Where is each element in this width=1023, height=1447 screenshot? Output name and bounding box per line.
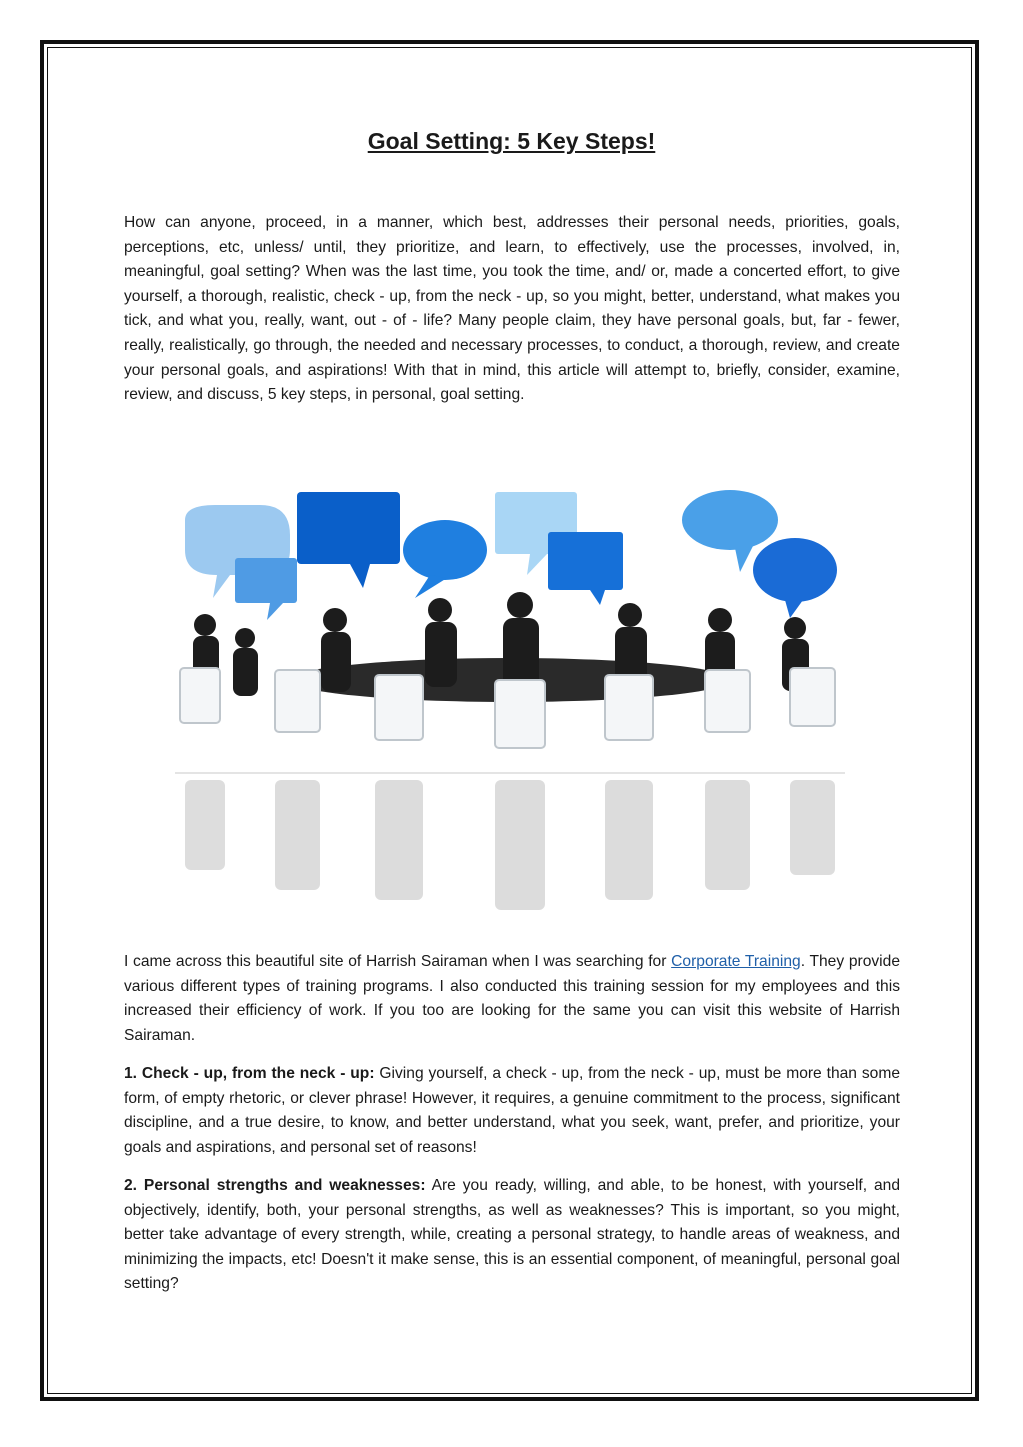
speech-bubble-icon [235, 558, 297, 603]
step-2-text: Are you ready, willing, and able, to be honest, with yourself, and objectively, identify, both, your personal strengths, as well as weaknesses? This is important, so you might, better take advantage of every strength, while, creating a personal strategy, to handle areas of weakness, and minimizing the impacts, etc! Doesn't it make sense, this is an essential component, of meaningful, personal goal setting? [124, 1177, 901, 1293]
speech-bubble-icon [735, 546, 753, 572]
speech-bubble-icon [403, 520, 487, 580]
speech-bubble-icon [785, 600, 803, 618]
step-1-text: Giving yourself, a check - up, from the neck - up, must be more than some form, of empty rhetoric, or clever phrase! However, it requires, a genuine commitment to the process, significant discipline, and a true desire, to know, and better understand, what you seek, want, prefer, and prioritize, your goals and aspirations, and personal set of reasons! [124, 1065, 900, 1156]
chairs [180, 668, 835, 748]
speech-bubble-icon [682, 490, 778, 550]
visit-paragraph [124, 950, 900, 1048]
step-1-paragraph [124, 1062, 900, 1160]
speech-bubble-icon [590, 590, 605, 605]
intro-paragraph: How can anyone, proceed, in a manner, which best, addresses their personal needs, priorities, goals, perceptions, etc, unless/ until, they prioritize, and learn, to effectively, use the processes, involved, in, meaningful, goal setting? When was the last time, you took the time, and/ or, made a concerted effort, to give yourself, a thorough, realistic, check - up, from the neck - up, so you might, better, understand, what makes you tick, and what you, really, want, out - of - life? Many people claim, they have personal goals, but, far - fewer, really, realistically, go through, the needed and necessary processes, to conduct, a thorough, review, and create your personal goals, and aspirations! With that in mind, this article will attempt to, briefly, consider, examine, review, and discuss, 5 key steps, in personal, goal setting. [124, 214, 900, 404]
speech-bubble-icon [267, 603, 283, 620]
floor-reflection [185, 780, 835, 910]
speech-bubble-icon [415, 575, 447, 598]
visit-text-before: I came across this beautiful site of Harrish Sairaman when I was searching for [124, 953, 672, 970]
speech-bubble-icon [753, 538, 837, 602]
speech-bubble-icon [297, 492, 400, 564]
visit-text-after: . They provide various different types of training programs. I also conducted this training session for my employees and this increased their efficiency of work. If you too are looking for the same you can visit this website of Harrish Sairaman. [124, 953, 900, 1044]
step-1-heading: 1. Check - up, from the neck - up: [124, 1065, 375, 1082]
speech-bubble-icon [548, 532, 623, 590]
step-2-paragraph [124, 1174, 900, 1297]
speech-bubble-icon [350, 564, 370, 588]
meeting-illustration [175, 480, 845, 940]
corporate-training-link[interactable]: Corporate Training [671, 953, 801, 970]
step-2-heading: 2. Personal strengths and weaknesses: [124, 1177, 426, 1194]
speech-bubble-icon [527, 554, 547, 575]
document-title: Goal Setting: 5 Key Steps! [367, 128, 656, 154]
